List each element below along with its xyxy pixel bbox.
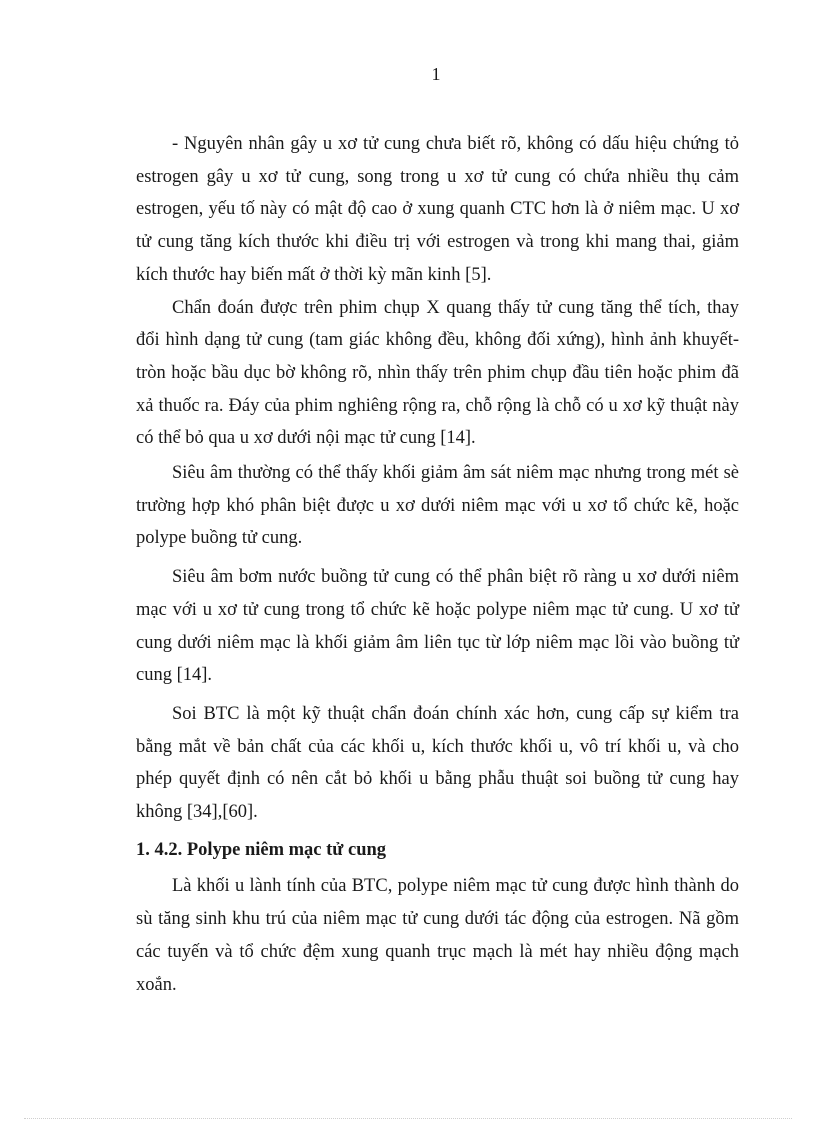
document-body xyxy=(136,128,739,1001)
paragraph-saline-ultrasound: Siêu âm bơm nước buồng tử cung có thể phân biệt rõ ràng u xơ dưới niêm mạc với u xơ tử cung trong tổ chức kẽ hoặc polype niêm mạc tử cung. U xơ tử cung dưới niêm mạc là khối giảm âm liên tục từ lớp niêm mạc lồi vào buồng tử cung [14]. xyxy=(136,567,739,686)
section-heading: 1. 4.2. Polype niêm mạc tử cung xyxy=(136,839,387,860)
paragraph-hysteroscopy: Soi BTC là một kỹ thuật chẩn đoán chính xác hơn, cung cấp sự kiểm tra bằng mắt về bản chất của các khối u, kích thước khối u, vô trí khối u, và cho phép quyết định có nên cắt bỏ khối u bằng phẫu thuật soi buồng tử cung hay không [34],[60]. xyxy=(136,703,739,823)
paragraph-ultrasound: Siêu âm thường có thể thấy khối giảm âm sát niêm mạc nhưng trong mét sè trường hợp khó phân biệt được u xơ dưới niêm mạc với u xơ tổ chức kẽ, hoặc polype buồng tử cung. xyxy=(136,463,739,549)
page-number: 1 xyxy=(431,64,441,84)
paragraph-xray-diagnosis: Chẩn đoán được trên phim chụp X quang thấy tử cung tăng thể tích, thay đổi hình dạng tử cung (tam giác không đều, không đối xứng), hình ảnh khuyết- tròn hoặc bầu dục bờ không rõ, nhìn thấy trên phim chụp đầu tiên hoặc phim đã xả thuốc ra. Đáy của phim nghiêng rộng ra, chỗ rộng là chỗ có u xơ kỹ thuật này có thể bỏ qua u xơ dưới nội mạc tử cung [14]. xyxy=(136,297,739,449)
paragraph-polyp: Là khối u lành tính của BTC, polype niêm mạc tử cung được hình thành do sù tăng sinh khu trú của niêm mạc tử cung dưới tác động của estrogen. Nã gồm các tuyến và tổ chức đệm xung quanh trục mạch là mét hay nhiều động mạch xoắn. xyxy=(136,876,739,995)
page-bottom-border xyxy=(24,1118,792,1119)
paragraph-etiology: - Nguyên nhân gây u xơ tử cung chưa biết rõ, không có dấu hiệu chứng tỏ estrogen gây u xơ tử cung, song trong u xơ tử cung có chứa nhiều thụ cảm estrogen, yếu tố này có mật độ cao ở xung quanh CTC hơn là ở niêm mạc. U xơ tử cung tăng kích thước khi điều trị với estrogen và trong khi mang thai, giảm kích thước hay biến mất ở thời kỳ mãn kinh [5]. xyxy=(136,134,739,285)
